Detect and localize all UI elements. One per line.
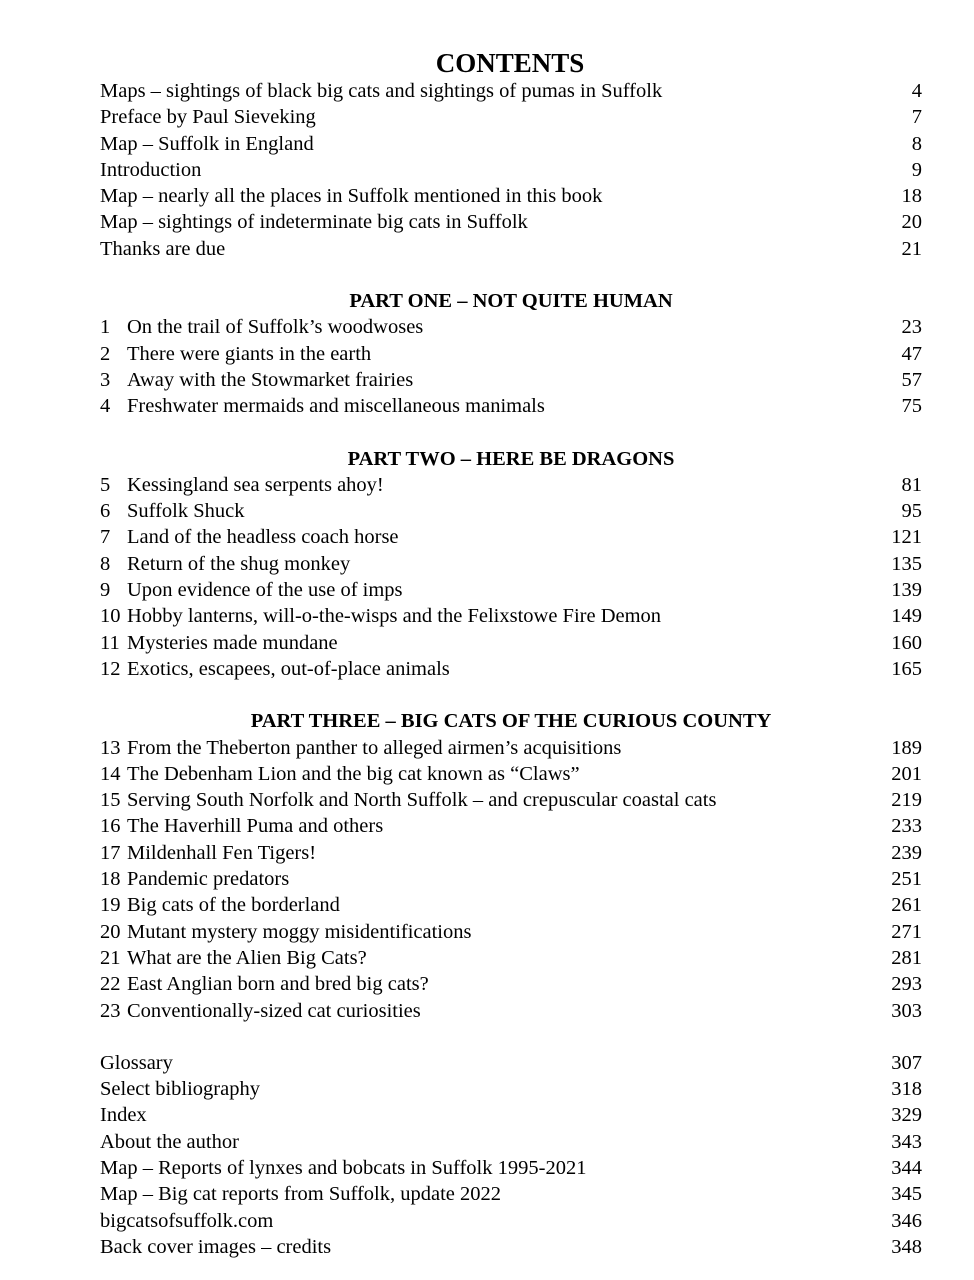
chapter-entry xyxy=(100,577,922,603)
entry-title: There were giants in the earth xyxy=(127,342,372,365)
entry-title: Back cover images – credits xyxy=(100,1235,332,1258)
page-number: 57 xyxy=(901,368,922,391)
entry-title: Map – Big cat reports from Suffolk, update 2022 xyxy=(100,1183,502,1206)
page-number: 4 xyxy=(911,80,922,102)
section-spacer xyxy=(100,1024,922,1050)
chapter-number: 17 xyxy=(100,841,121,864)
entry-title: Map – Suffolk in England xyxy=(100,132,314,155)
chapter-number: 1 xyxy=(100,316,111,339)
entry-title: Big cats of the borderland xyxy=(127,894,340,917)
page-number: 318 xyxy=(891,1078,922,1101)
chapter-entry xyxy=(100,524,922,550)
chapter-number: 13 xyxy=(100,736,121,759)
page-number: 9 xyxy=(911,158,922,181)
page-number: 139 xyxy=(891,579,922,602)
back-matter-entry xyxy=(100,1234,922,1260)
part-heading: PART ONE – NOT QUITE HUMAN xyxy=(349,290,673,313)
entry-title: The Haverhill Puma and others xyxy=(127,815,384,838)
page-number: 329 xyxy=(891,1104,922,1127)
back-matter-entry xyxy=(100,1155,922,1181)
entry-title: Map – sightings of indeterminate big cats in Suffolk xyxy=(100,211,528,234)
entry-title: What are the Alien Big Cats? xyxy=(127,946,367,969)
entry-title: Preface by Paul Sieveking xyxy=(100,106,316,129)
chapter-number: 9 xyxy=(100,579,111,602)
chapter-number: 3 xyxy=(100,368,111,391)
chapter-entry xyxy=(100,892,922,918)
entry-title: The Debenham Lion and the big cat known as “Claws” xyxy=(127,762,580,785)
chapter-entry xyxy=(100,787,922,813)
entry-title: Suffolk Shuck xyxy=(127,500,245,523)
entry-title: Upon evidence of the use of imps xyxy=(127,579,403,602)
entry-title: Hobby lanterns, will-o-the-wisps and the Felixstowe Fire Demon xyxy=(127,605,662,628)
entry-title: From the Theberton panther to alleged airmen’s acquisitions xyxy=(127,736,622,759)
chapter-number: 2 xyxy=(100,342,111,365)
entry-title: About the author xyxy=(100,1130,239,1153)
page-number: 20 xyxy=(901,211,922,234)
chapter-number: 4 xyxy=(100,395,111,418)
page-title: CONTENTS xyxy=(435,48,585,78)
entry-title: Map – nearly all the places in Suffolk mentioned in this book xyxy=(100,185,603,208)
page-number: 149 xyxy=(891,605,922,628)
page-number: 201 xyxy=(891,762,922,785)
chapter-entry xyxy=(100,866,922,892)
back-matter-entry xyxy=(100,1076,922,1102)
page-number: 75 xyxy=(901,395,922,418)
entry-title: Exotics, escapees, out-of-place animals xyxy=(127,657,450,680)
page-number: 344 xyxy=(891,1156,922,1179)
page-number: 7 xyxy=(911,106,922,129)
chapter-entry xyxy=(100,761,922,787)
page-number: 303 xyxy=(891,999,922,1022)
chapter-entry xyxy=(100,472,922,498)
contents-list xyxy=(100,78,922,1260)
entry-title: Freshwater mermaids and miscellaneous manimals xyxy=(127,395,545,418)
page-number: 219 xyxy=(891,789,922,812)
chapter-entry xyxy=(100,367,922,393)
chapter-number: 22 xyxy=(100,973,121,996)
chapter-number: 19 xyxy=(100,894,121,917)
chapter-entry xyxy=(100,656,922,682)
chapter-entry xyxy=(100,341,922,367)
entry-title: Away with the Stowmarket frairies xyxy=(127,368,414,391)
page-number: 160 xyxy=(891,631,922,654)
entry-title: Return of the shug monkey xyxy=(127,552,351,575)
page-number: 346 xyxy=(891,1209,922,1232)
page-number: 343 xyxy=(891,1130,922,1153)
entry-title: Maps – sightings of black big cats and sightings of pumas in Suffolk xyxy=(100,80,663,102)
chapter-entry xyxy=(100,840,922,866)
page-number: 95 xyxy=(901,500,922,523)
back-matter-entry xyxy=(100,1129,922,1155)
entry-title: Pandemic predators xyxy=(127,868,290,891)
chapter-number: 15 xyxy=(100,789,121,812)
page-number: 165 xyxy=(891,657,922,680)
page-number: 81 xyxy=(901,473,922,496)
entry-title: Index xyxy=(100,1104,147,1127)
chapter-number: 8 xyxy=(100,552,111,575)
chapter-entry xyxy=(100,603,922,629)
page-number: 281 xyxy=(891,946,922,969)
chapter-number: 6 xyxy=(100,500,111,523)
entry-title: bigcatsofsuffolk.com xyxy=(100,1209,274,1232)
page-number: 189 xyxy=(891,736,922,759)
page-number: 8 xyxy=(911,132,922,155)
chapter-number: 14 xyxy=(100,762,121,785)
entry-title: Map – Reports of lynxes and bobcats in Suffolk 1995-2021 xyxy=(100,1156,587,1179)
page-number: 345 xyxy=(891,1183,922,1206)
chapter-entry xyxy=(100,314,922,340)
page-number: 21 xyxy=(901,237,922,260)
chapter-number: 16 xyxy=(100,815,121,838)
front-matter-entry xyxy=(100,236,922,262)
chapter-entry xyxy=(100,998,922,1024)
entry-title: Thanks are due xyxy=(100,237,226,260)
chapter-number: 12 xyxy=(100,657,121,680)
front-matter-entry xyxy=(100,78,922,104)
entry-title: Mildenhall Fen Tigers! xyxy=(127,841,317,864)
page-number: 293 xyxy=(891,973,922,996)
page-number: 307 xyxy=(891,1051,922,1074)
entry-title: On the trail of Suffolk’s woodwoses xyxy=(127,316,424,339)
chapter-entry xyxy=(100,919,922,945)
page-number: 348 xyxy=(891,1235,922,1258)
back-matter-entry xyxy=(100,1181,922,1207)
chapter-entry xyxy=(100,945,922,971)
part-heading: PART THREE – BIG CATS OF THE CURIOUS COUNTY xyxy=(250,710,772,733)
page-number: 239 xyxy=(891,841,922,864)
entry-title: Glossary xyxy=(100,1051,173,1074)
back-matter-entry xyxy=(100,1208,922,1234)
chapter-entry xyxy=(100,735,922,761)
part-heading: PART TWO – HERE BE DRAGONS xyxy=(347,447,675,470)
page-number: 261 xyxy=(891,894,922,917)
chapter-number: 20 xyxy=(100,920,121,943)
page-number: 121 xyxy=(891,526,922,549)
entry-title: East Anglian born and bred big cats? xyxy=(127,973,429,996)
entry-title: Conventionally-sized cat curiosities xyxy=(127,999,421,1022)
front-matter-entry xyxy=(100,209,922,235)
chapter-number: 23 xyxy=(100,999,121,1022)
chapter-number: 18 xyxy=(100,868,121,891)
entry-title: Land of the headless coach horse xyxy=(127,526,399,549)
page-number: 233 xyxy=(891,815,922,838)
back-matter-entry xyxy=(100,1050,922,1076)
front-matter-entry xyxy=(100,131,922,157)
chapter-number: 11 xyxy=(100,631,120,654)
page-number: 47 xyxy=(901,342,922,365)
chapter-entry xyxy=(100,551,922,577)
entry-title: Introduction xyxy=(100,158,202,181)
chapter-entry xyxy=(100,498,922,524)
page-number: 18 xyxy=(901,185,922,208)
chapter-entry xyxy=(100,971,922,997)
page-number: 135 xyxy=(891,552,922,575)
entry-title: Mutant mystery moggy misidentifications xyxy=(127,920,472,943)
chapter-number: 21 xyxy=(100,946,121,969)
page-number: 23 xyxy=(901,316,922,339)
page-number: 251 xyxy=(891,868,922,891)
front-matter-entry xyxy=(100,104,922,130)
entry-title: Serving South Norfolk and North Suffolk – and crepuscular coastal cats xyxy=(127,789,717,812)
front-matter-entry xyxy=(100,183,922,209)
chapter-entry xyxy=(100,630,922,656)
page-number: 271 xyxy=(891,920,922,943)
entry-title: Select bibliography xyxy=(100,1078,260,1101)
entry-title: Kessingland sea serpents ahoy! xyxy=(127,473,384,496)
chapter-entry xyxy=(100,393,922,419)
entry-title: Mysteries made mundane xyxy=(127,631,338,654)
front-matter-entry xyxy=(100,157,922,183)
back-matter-entry xyxy=(100,1102,922,1128)
chapter-number: 5 xyxy=(100,473,111,496)
chapter-number: 10 xyxy=(100,605,121,628)
chapter-number: 7 xyxy=(100,526,111,549)
chapter-entry xyxy=(100,813,922,839)
